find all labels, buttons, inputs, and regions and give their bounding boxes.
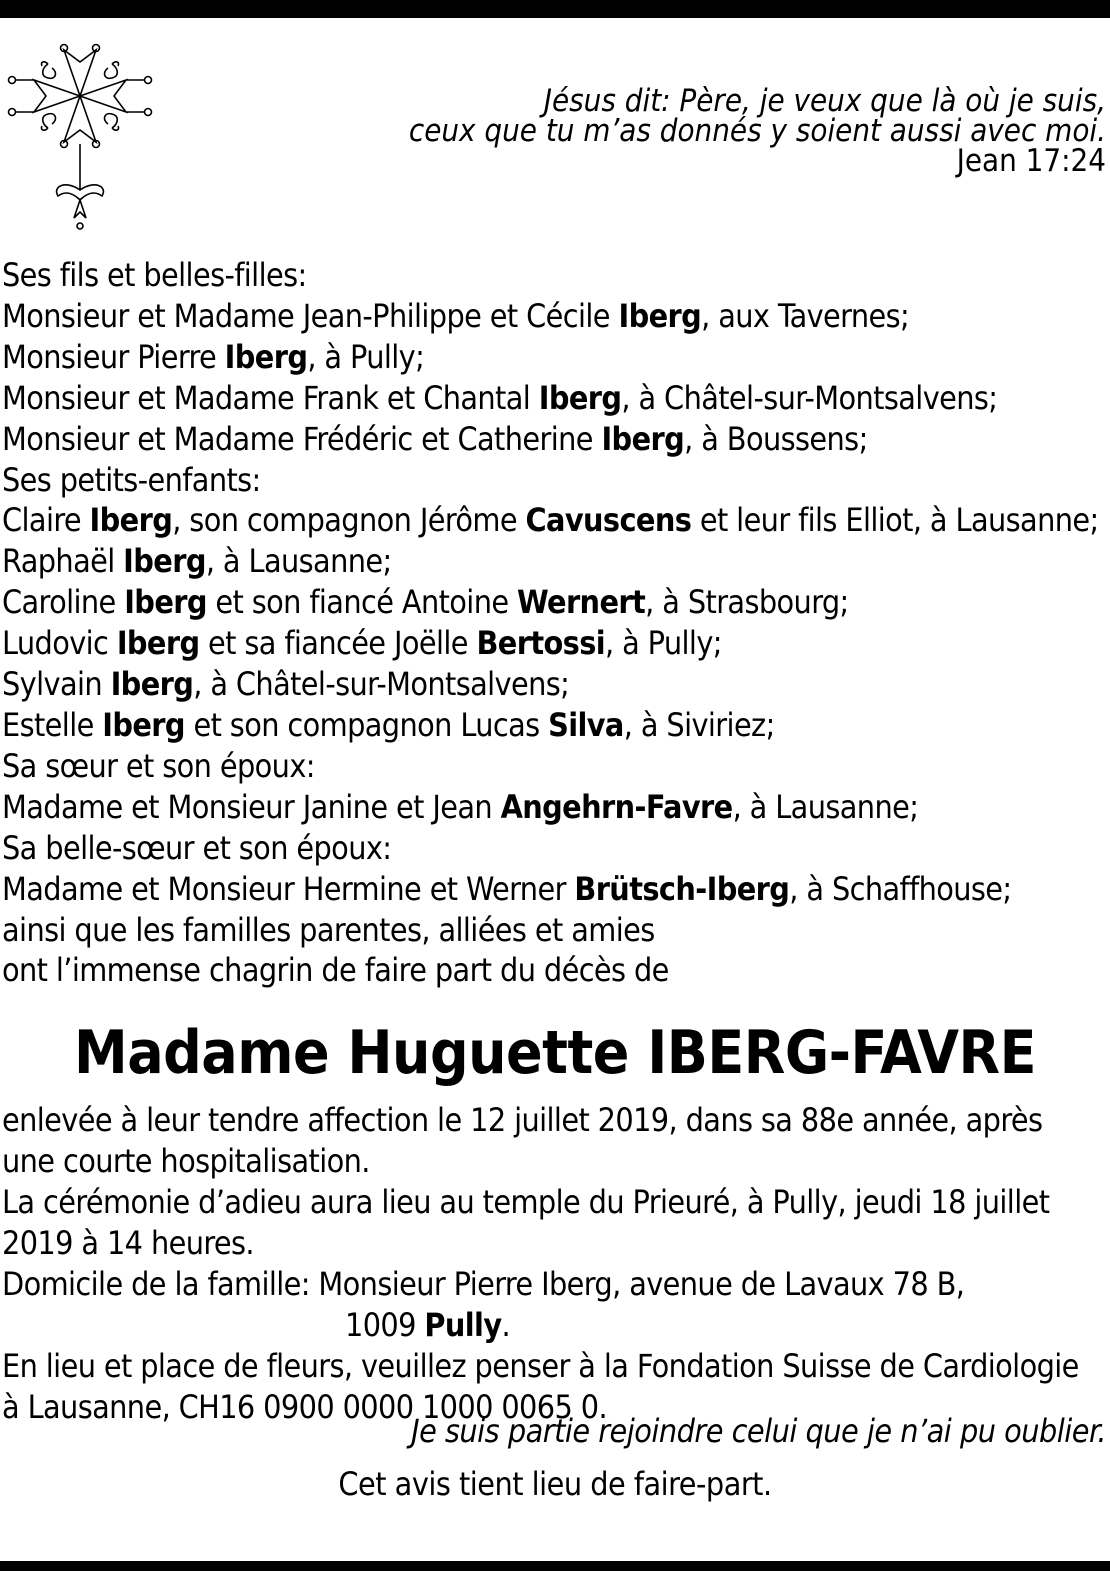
family-line xyxy=(2,623,1108,664)
top-border xyxy=(0,0,1110,18)
text-segment: Estelle xyxy=(2,705,103,744)
family-line xyxy=(2,378,1108,419)
detail-line xyxy=(2,1264,1108,1305)
text-segment: 2019 à 14 heures. xyxy=(2,1224,254,1262)
family-line xyxy=(2,419,1108,460)
text-segment: Monsieur et Madame Jean-Philippe et Cécile xyxy=(2,296,619,335)
bottom-border xyxy=(0,1561,1110,1571)
family-line xyxy=(2,255,1108,296)
text-segment: Domicile de la famille: Monsieur Pierre Iberg, avenue de Lavaux 78 B, xyxy=(2,1265,965,1303)
text-segment: et son compagnon Lucas xyxy=(184,705,549,744)
text-segment: Caroline xyxy=(2,583,125,622)
text-segment: , à Pully; xyxy=(605,624,722,663)
detail-line xyxy=(2,1305,1108,1346)
deceased-name: Madame Huguette IBERG-FAVRE xyxy=(74,1018,1036,1088)
family-line xyxy=(2,910,1108,951)
text-segment: Sa belle-sœur et son époux: xyxy=(2,828,392,867)
text-segment: , aux Tavernes; xyxy=(701,296,910,335)
text-segment: , à Siviriez; xyxy=(623,705,775,744)
text-segment: , à Boussens; xyxy=(684,419,868,458)
surname: Iberg xyxy=(116,624,200,663)
text-segment: La cérémonie d’adieu aura lieu au temple du Prieuré, à Pully, jeudi 18 juillet xyxy=(2,1183,1050,1221)
family-line xyxy=(2,500,1108,541)
surname: Iberg xyxy=(102,705,185,744)
family-line xyxy=(2,337,1108,378)
surname: Iberg xyxy=(89,501,173,540)
text-segment: Madame et Monsieur Hermine et Werner xyxy=(2,869,575,908)
text-segment: , à Châtel-sur-Montsalvens; xyxy=(621,378,998,417)
text-segment: Claire xyxy=(2,501,90,540)
surname: Cavuscens xyxy=(525,501,692,540)
text-segment: ainsi que les familles parentes, alliées et amies xyxy=(2,910,655,949)
bible-verse xyxy=(408,83,1106,179)
text-segment: Madame et Monsieur Janine et Jean xyxy=(2,787,501,826)
surname: Angehrn-Favre xyxy=(500,787,733,826)
surname: Iberg xyxy=(123,542,206,581)
text-segment: Monsieur Pierre xyxy=(2,337,225,376)
surname: Iberg xyxy=(110,665,194,704)
text-segment: Ludovic xyxy=(2,624,117,663)
text-segment: 1009 xyxy=(345,1306,425,1344)
text-segment: et son fiancé Antoine xyxy=(206,583,517,622)
family-line xyxy=(2,705,1108,746)
surname: Iberg xyxy=(618,296,702,335)
closing-quote: Je suis partie rejoindre celui que je n’ai pu oublier. xyxy=(411,1412,1106,1450)
family-line xyxy=(2,460,1108,501)
surname: Iberg xyxy=(601,419,685,458)
text-segment: , à Châtel-sur-Montsalvens; xyxy=(193,665,570,704)
family-line xyxy=(2,950,1108,991)
verse-line-2: ceux que tu m’as donnés y soient aussi avec moi. xyxy=(408,113,1106,149)
family-line xyxy=(2,869,1108,910)
text-segment: et sa fiancée Joëlle xyxy=(199,624,477,663)
text-segment: , à Pully; xyxy=(307,337,425,376)
text-segment: Ses petits-enfants: xyxy=(2,460,261,499)
surname: Brütsch-Iberg xyxy=(574,869,790,908)
funeral-details xyxy=(2,1100,1108,1428)
text-segment: enlevée à leur tendre affection le 12 juillet 2019, dans sa 88e année, après xyxy=(2,1101,1043,1139)
text-segment: une courte hospitalisation. xyxy=(2,1142,370,1180)
surname: Iberg xyxy=(124,583,207,622)
detail-line xyxy=(2,1223,1108,1264)
text-segment: ont l’immense chagrin de faire part du décès de xyxy=(2,951,669,990)
notice-text: Cet avis tient lieu de faire-part. xyxy=(338,1465,772,1503)
text-segment: , à Lausanne; xyxy=(205,542,392,581)
text-segment: , son compagnon Jérôme xyxy=(172,501,526,540)
text-segment: , à Strasbourg; xyxy=(645,583,849,622)
detail-line xyxy=(2,1346,1108,1387)
surname: Iberg xyxy=(224,337,308,376)
text-segment: à Lausanne, CH16 0900 0000 1000 0065 0. xyxy=(2,1388,607,1426)
family-line xyxy=(2,746,1108,787)
verse-line-1: Jésus dit: Père, je veux que là où je suis, xyxy=(543,83,1106,119)
verse-reference: Jean 17:24 xyxy=(956,143,1106,179)
family-line xyxy=(2,296,1108,337)
family-line xyxy=(2,787,1108,828)
family-line xyxy=(2,541,1108,582)
text-segment: , à Lausanne; xyxy=(732,787,919,826)
surname: Silva xyxy=(548,705,624,744)
text-segment: En lieu et place de fleurs, veuillez penser à la Fondation Suisse de Cardiologie xyxy=(2,1347,1079,1385)
text-segment: Sylvain xyxy=(2,665,111,704)
text-segment: Ses fils et belles-filles: xyxy=(2,256,307,294)
detail-line xyxy=(2,1100,1108,1141)
detail-line xyxy=(2,1141,1108,1182)
text-segment: Monsieur et Madame Frédéric et Catherine xyxy=(2,419,602,458)
family-line xyxy=(2,828,1108,869)
surname: Pully xyxy=(424,1306,502,1344)
detail-line xyxy=(2,1182,1108,1223)
surname: Bertossi xyxy=(476,624,606,663)
text-segment: et leur fils Elliot, à Lausanne; xyxy=(691,501,1099,540)
text-segment: , à Schaffhouse; xyxy=(789,869,1012,908)
family-line xyxy=(2,582,1108,623)
family-line xyxy=(2,664,1108,705)
text-segment: Monsieur et Madame Frank et Chantal xyxy=(2,378,539,417)
text-segment: . xyxy=(501,1306,511,1344)
huguenot-cross-icon xyxy=(4,40,156,232)
surname: Iberg xyxy=(538,378,622,417)
family-list xyxy=(2,255,1108,991)
text-segment: Raphaël xyxy=(2,542,124,581)
text-segment: Sa sœur et son époux: xyxy=(2,746,315,785)
surname: Wernert xyxy=(517,583,646,622)
